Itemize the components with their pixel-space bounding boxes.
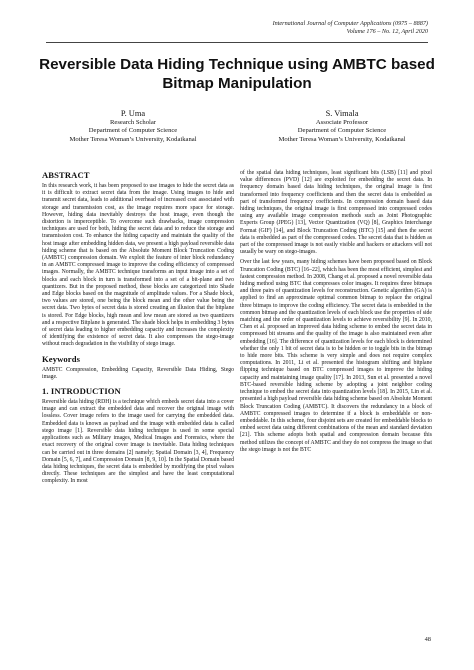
author-affiliation: Mother Teresa Woman’s University, Kodaikanal: [278, 135, 406, 143]
abstract-heading: ABSTRACT: [42, 170, 90, 180]
author-name: P. Uma: [120, 109, 146, 118]
title-line-2: Bitmap Manipulation: [162, 75, 312, 92]
keywords-text: AMBTC Compression, Embedding Capacity, Reversible Data Hiding, Stego image.: [42, 366, 234, 380]
body-paragraph-2: Over the last few years, many hiding schemes have been proposed based on Block Truncation Coding (BTC) [16–22], which has been the most efficient, simplest and fastest compression method. In 2008, Chang et al. proposed a novel reversible data hiding method using BTC that compresses color images. It requires three bitmaps and three pairs of quantization levels for reconstruction. Genetic algorithm (GA) is applied to find an approximate optimal common bitmap to replace the original three bitmaps to improve the coding efficiency. The secret data is embedded in the common bitmap and the quantization levels of each block use the properties of side matching and the order of quantization levels to achieve reversibility [9]. In 2010, Chen et al. proposed an improved data hiding scheme to embed the secret data in compressed bit streams and the quality of the image is also maintained even after embedding [16]. The difference of quantization levels for each block is determined whether the only 1 bit of secret data is to be hidden or to toggle bits in the bitmap to hide more bits. This scheme is very simple and does not require complex computations. In 2011, Li et al. presented the histogram shifting and bitplane flipping technique based on BTC compressed images to improve the hiding capacity and maintaining image quality [17]. In 2013, Sun et al. presented a novel BTC-based reversible hiding scheme by adopting a joint neighbor coding technique to embed the secret data into quantization levels [18]. In 2015, Lin et al. presented a high payload reversible data hiding scheme based on Absolute Moment Block Truncation Coding (AMBTC). It discovers the redundancy in a block of AMBTC compressed images to determine if a block is embeddable or non-embeddable. In this scheme, four disjoint sets are created for embeddable blocks to embed secret data using different combinations of the mean and standard deviation [21]. This scheme adopts both spatial and compression domain because this method utilizes the concept of AMBTC and they do not compress the image so that the stego image is not the BTC: [240, 259, 432, 453]
journal-name: International Journal of Computer Applications (0975 – 8887): [272, 20, 428, 27]
right-column: [240, 170, 432, 454]
author-department: Department of Computer Science: [88, 127, 178, 135]
author-role: Research Scholar: [110, 119, 156, 126]
introduction-heading: 1. INTRODUCTION: [42, 386, 121, 397]
body-paragraph-1: of the spatial data hiding techniques, least significant bits (LSB) [11] and pixel value differences (PVD) [12] are exploited for embedding the secret data. In frequency domain based data hiding techniques, the original image is first transformed into frequency coefficients and then the secret data is embedded as part of transformed frequency coefficients. In compression domain based data hiding techniques, the original image is first compressed into compressed codes using any available image compression methods such as Joint Photographic Experts Group (JPEG) [13], Vector Quantization (VQ) [8], Graphics Interchange Format (GIF) [14], and Block Truncation Coding (BTC) [15] and then the secret data is embedded as part of the compressed codes. The secret data that is hidden as part of the compressed image is not easily visible and hackers or attackers will not usually be wary on stego-images.: [240, 170, 432, 256]
journal-volume: Volume 176 – No. 12, April 2020: [346, 28, 428, 35]
author-role: Associate Professor: [315, 119, 369, 126]
journal-header: [128, 20, 428, 36]
left-column: [42, 170, 234, 486]
author-block-1: [38, 109, 228, 144]
page-number: 48: [424, 636, 431, 643]
author-block-2: [247, 109, 437, 144]
author-department: Department of Computer Science: [297, 127, 387, 135]
abstract-text: In this research work, it has been proposed to use images to hide the secret data as it is difficult to extract secret data from the image. Using images to hide and transmit secret data, leads to additional overhead of increased cost associated with storage and transmission cost, as the image requires more space for storage. However, hiding data inevitably destroys the host image, even though the distortion is imperceptible. To overcome such drawbacks, image compression techniques are used for both, hiding the secret data and to reduce the storage and transmission cost. To enhance the hiding capacity and maintain the quality of the host image after embedding hidden data, we present a high payload reversible data hiding scheme that is based on the Absolute Moment Block Truncation Coding (AMBTC) compression domain. We exploit the feature of inter block redundancy in an AMBTC compressed image to improve the coding efficiency of compressed images. Normally, the AMBTC technique transforms an input image into a set of blocks and each block in turn is transformed into a set of a bit-plane and two quantizers. But in the proposed method, these blocks are categorized into Shade and Edge blocks based on the magnitude of amplitude values. For a Shade block, two values are stored, one being the block mean and the other value being the secret data. Two bytes of secret data is stored creating an illusion that the bitplane is stored. For Edge blocks, high mean and low mean are stored as two quantizers and a respective Bitplane is generated. The shade block helps in embedding 3 bytes of secret data leading to higher embedding capacity and increases the complexity of identifying the existence of secret data. It also compresses the stego-image without much degradation in the visibility of stego image.: [42, 183, 234, 348]
header-rule: [46, 42, 428, 43]
introduction-text: Reversible data hiding (RDH) is a technique which embeds secret data into a cover image and can extract the embedded data and recover the original image with lossless. Cover image refers to the image used for carrying the embedded data. Embedded data is known as payload and the image with embedded data is called stego image [1]. Reversible data hiding technique is used in some special applications such as Military images, Medical Images and Forensics, where the exact recovery of the original cover image is inevitable. Data hiding techniques can be carried out in three domains [2] namely; Spatial Domain [3, 4], Frequency Domain [5, 6, 7], and Compression Domain [8, 9, 10]. In the Spatial Domain based data hiding techniques, the secret data is embedded by modifying the pixel values directly. These techniques are the simplest and have the least computational complexity. In most: [42, 399, 234, 485]
author-affiliation: Mother Teresa Woman’s University, Kodaikanal: [69, 135, 197, 143]
paper-title: [30, 55, 444, 93]
title-line-1: Reversible Data Hiding Technique using AMBTC based: [39, 56, 435, 73]
author-name: S. Vimala: [325, 109, 359, 118]
keywords-heading: Keywords: [42, 353, 81, 364]
